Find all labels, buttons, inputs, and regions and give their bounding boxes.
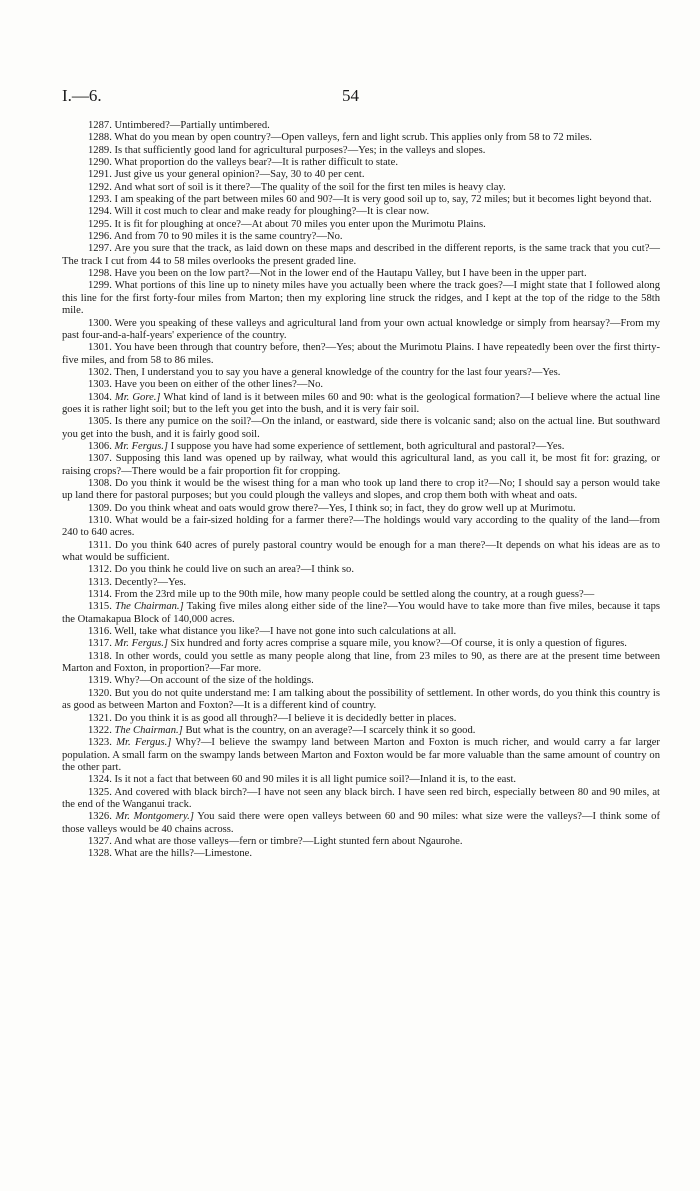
question-answer-paragraph [62, 577, 660, 589]
question-answer-paragraph [62, 638, 660, 650]
paragraph-text: 1302. Then, I understand you to say you have a general knowledge of the country for the last four years?—Yes. [88, 366, 561, 378]
question-number: 1315. [88, 601, 112, 613]
question-answer-paragraph [62, 379, 660, 391]
question-number: 1304. [88, 391, 112, 403]
paragraph-text: 1289. Is that sufficiently good land for agricultural purposes?—Yes; in the valleys and slopes. [88, 144, 486, 156]
paragraph-text: Why?—I believe the swampy land between Marton and Foxton is much richer, and would carry a far larger population. A small farm on the swampy lands between Marton and Foxton would be far more valuable than the same amount of country on the other part. [62, 737, 660, 773]
speaker-name: The Chairman.] [114, 601, 184, 613]
paragraph-text: 1310. What would be a fair-sized holding for a farmer there?—The holdings would vary according to the quality of the land—from 240 to 640 acres. [62, 515, 660, 539]
question-answer-paragraph [62, 774, 660, 786]
question-answer-paragraph [62, 132, 660, 144]
question-answer-paragraph [62, 515, 660, 540]
question-answer-paragraph [62, 811, 660, 836]
paragraph-text: 1291. Just give us your general opinion?—Say, 30 to 40 per cent. [88, 169, 365, 181]
question-answer-paragraph [62, 182, 660, 194]
paragraph-text: 1301. You have been through that country before, then?—Yes; about the Murimotu Plains. I have repeatedly been over the first thirty-five miles, and from 58 to 86 miles. [62, 342, 660, 366]
question-answer-paragraph [62, 478, 660, 503]
speaker-name: Mr. Fergus.] [116, 737, 172, 749]
question-answer-paragraph [62, 169, 660, 181]
question-answer-paragraph [62, 157, 660, 169]
paragraph-text: 1307. Supposing this land was opened up by railway, what would this agricultural land, as you call it, be most fit for: grazing, or raising crops?—There would be a fair proportion fit for cropping. [62, 453, 660, 477]
paragraph-text: 1314. From the 23rd mile up to the 90th mile, how many people could be settled along the country, at a rough guess?— [88, 589, 595, 601]
paragraph-text: 1316. Well, take what distance you like?—I have not gone into such calculations at all. [88, 626, 457, 638]
question-answer-paragraph [62, 503, 660, 515]
question-answer-paragraph [62, 231, 660, 243]
question-answer-paragraph [62, 601, 660, 626]
paragraph-text: 1290. What proportion do the valleys bear?—It is rather difficult to state. [88, 157, 398, 169]
evidence-transcript [62, 120, 660, 861]
question-number: 1323. [88, 737, 112, 749]
paragraph-text: 1312. Do you think he could live on such an area?—I think so. [88, 564, 354, 576]
question-answer-paragraph [62, 725, 660, 737]
paragraph-text: 1298. Have you been on the low part?—Not in the lower end of the Hautapu Valley, but I have been in the upper part. [88, 268, 587, 280]
paragraph-text: 1300. Were you speaking of these valleys and agricultural land from your own actual knowledge or simply from hearsay?—From my past four-and-a-half-years' experience of the country. [62, 317, 660, 341]
paragraph-text: You said there were open valleys between 60 and 90 miles: what size were the valleys?—I think some of those valleys would be 40 chains across. [62, 811, 661, 835]
question-answer-paragraph [62, 626, 660, 638]
paragraph-text: I suppose you have had some experience of settlement, both agricultural and pastoral?—Yes. [170, 440, 565, 452]
paragraph-text: 1294. Will it cost much to clear and make ready for ploughing?—It is clear now. [88, 206, 430, 218]
question-answer-paragraph [62, 367, 660, 379]
paragraph-text: 1295. It is fit for ploughing at once?—At about 70 miles you enter upon the Murimotu Plains. [88, 218, 486, 230]
question-answer-paragraph [62, 713, 660, 725]
paragraph-text: Six hundred and forty acres comprise a square mile, you know?—Of course, it is only a question of figures. [170, 638, 627, 650]
page-number: 54 [342, 86, 359, 105]
question-answer-paragraph [62, 392, 660, 417]
question-answer-paragraph [62, 787, 660, 812]
paragraph-text: 1327. And what are those valleys—fern or timbre?—Light stunted fern about Ngaurohe. [88, 835, 463, 847]
question-answer-paragraph [62, 120, 660, 132]
question-answer-paragraph [62, 243, 660, 268]
speaker-name: Mr. Fergus.] [114, 440, 168, 452]
speaker-name: Mr. Fergus.] [114, 638, 168, 650]
paragraph-text: Taking five miles along either side of the line?—You would have to take more than five miles, because it taps the Otamakapua Block of 140,000 acres. [62, 601, 660, 625]
paragraph-text: 1303. Have you been on either of the other lines?—No. [88, 379, 324, 391]
question-answer-paragraph [62, 453, 660, 478]
paragraph-text: 1293. I am speaking of the part between miles 60 and 90?—It is very good soil up to, say, 72 miles; but it becomes light beyond that. [88, 194, 652, 206]
question-answer-paragraph [62, 342, 660, 367]
question-number: 1306. [88, 440, 112, 452]
speaker-name: Mr. Montgomery.] [115, 811, 194, 823]
paragraph-text: 1308. Do you think it would be the wisest thing for a man who took up land there to crop it?—No; I should say a person would take up land there for pastoral purposes; but you could plough the valleys and slopes, and crop them both with wheat and oats. [62, 477, 660, 502]
question-answer-paragraph [62, 219, 660, 231]
paragraph-text: 1292. And what sort of soil is it there?—The quality of the soil for the first ten miles is heavy clay. [88, 181, 506, 193]
paragraph-text: 1311. Do you think 640 acres of purely pastoral country would be enough for a man there?—It depends on what his ideas are as to what would be sufficient. [62, 539, 660, 564]
question-answer-paragraph [62, 688, 660, 713]
paragraph-text: 1313. Decently?—Yes. [88, 576, 187, 588]
document-reference: I.—6. [62, 86, 102, 105]
paragraph-text: 1299. What portions of this line up to ninety miles have you actually been where the track goes?—I might state that I followed along this line for the first forty-four miles from Marton; then my exploring line struck the ridges, and I kept at the top of the ridge to the 58th mile. [62, 280, 660, 317]
paragraph-text: 1288. What do you mean by open country?—Open valleys, fern and light scrub. This applies only from 58 to 72 miles. [88, 132, 592, 144]
question-answer-paragraph [62, 441, 660, 453]
question-answer-paragraph [62, 737, 660, 774]
paragraph-text: 1309. Do you think wheat and oats would grow there?—Yes, I think so; in fact, they do grow well up at Murimotu. [88, 502, 576, 514]
page-header [62, 86, 662, 108]
question-answer-paragraph [62, 651, 660, 676]
question-number: 1317. [88, 638, 112, 650]
question-answer-paragraph [62, 280, 660, 317]
question-answer-paragraph [62, 848, 660, 860]
paragraph-text: 1324. Is it not a fact that between 60 and 90 miles it is all light pumice soil?—Inland it is, to the east. [88, 774, 517, 786]
paragraph-text: 1321. Do you think it is as good all through?—I believe it is decidedly better in places. [88, 712, 457, 724]
question-answer-paragraph [62, 589, 660, 601]
paragraph-text: 1287. Untimbered?—Partially untimbered. [88, 120, 270, 131]
question-number: 1322. [88, 724, 112, 736]
question-answer-paragraph [62, 206, 660, 218]
question-answer-paragraph [62, 194, 660, 206]
question-answer-paragraph [62, 836, 660, 848]
speaker-name: Mr. Gore.] [114, 391, 161, 403]
question-answer-paragraph [62, 145, 660, 157]
question-answer-paragraph [62, 268, 660, 280]
paragraph-text: 1296. And from 70 to 90 miles it is the same country?—No. [88, 231, 343, 243]
question-answer-paragraph [62, 675, 660, 687]
paragraph-text: 1319. Why?—On account of the size of the holdings. [88, 675, 314, 687]
question-answer-paragraph [62, 564, 660, 576]
paragraph-text: 1305. Is there any pumice on the soil?—On the inland, or eastward, side there is volcanic sand; also on the actual line. But southward you get into the bush, and it is fairly good soil. [62, 416, 660, 440]
paragraph-text: What kind of land is it between miles 60 and 90: what is the geological formation?—I believe where the actual line goes it is rather light soil; but to the left you get into the bush, and it is very fair soil. [62, 391, 660, 415]
speaker-name: The Chairman.] [114, 724, 183, 736]
paragraph-text: 1318. In other words, could you settle as many people along that line, from 23 miles to 90, as there are at the present time between Marton and Foxton, in proportion?—Far more. [62, 650, 660, 675]
question-answer-paragraph [62, 416, 660, 441]
paragraph-text: 1297. Are you sure that the track, as laid down on these maps and described in the different reports, is the same track that you cut?—The track I cut from 44 to 58 miles overlooks the present graded line. [62, 243, 660, 267]
paragraph-text: 1325. And covered with black birch?—I have not seen any black birch. I have seen red birch, especially between 80 and 90 miles, at the end of the Wanganui track. [62, 786, 660, 810]
question-number: 1326. [88, 811, 112, 823]
paragraph-text: But what is the country, on an average?—I scarcely think it so good. [185, 724, 476, 736]
question-answer-paragraph [62, 318, 660, 343]
paragraph-text: 1320. But you do not quite understand me: I am talking about the possibility of settlement. In other words, do you think this country is as good as between Marton and Foxton?—It is a different kind of country. [62, 687, 660, 712]
paragraph-text: 1328. What are the hills?—Limestone. [88, 848, 252, 860]
question-answer-paragraph [62, 540, 660, 565]
